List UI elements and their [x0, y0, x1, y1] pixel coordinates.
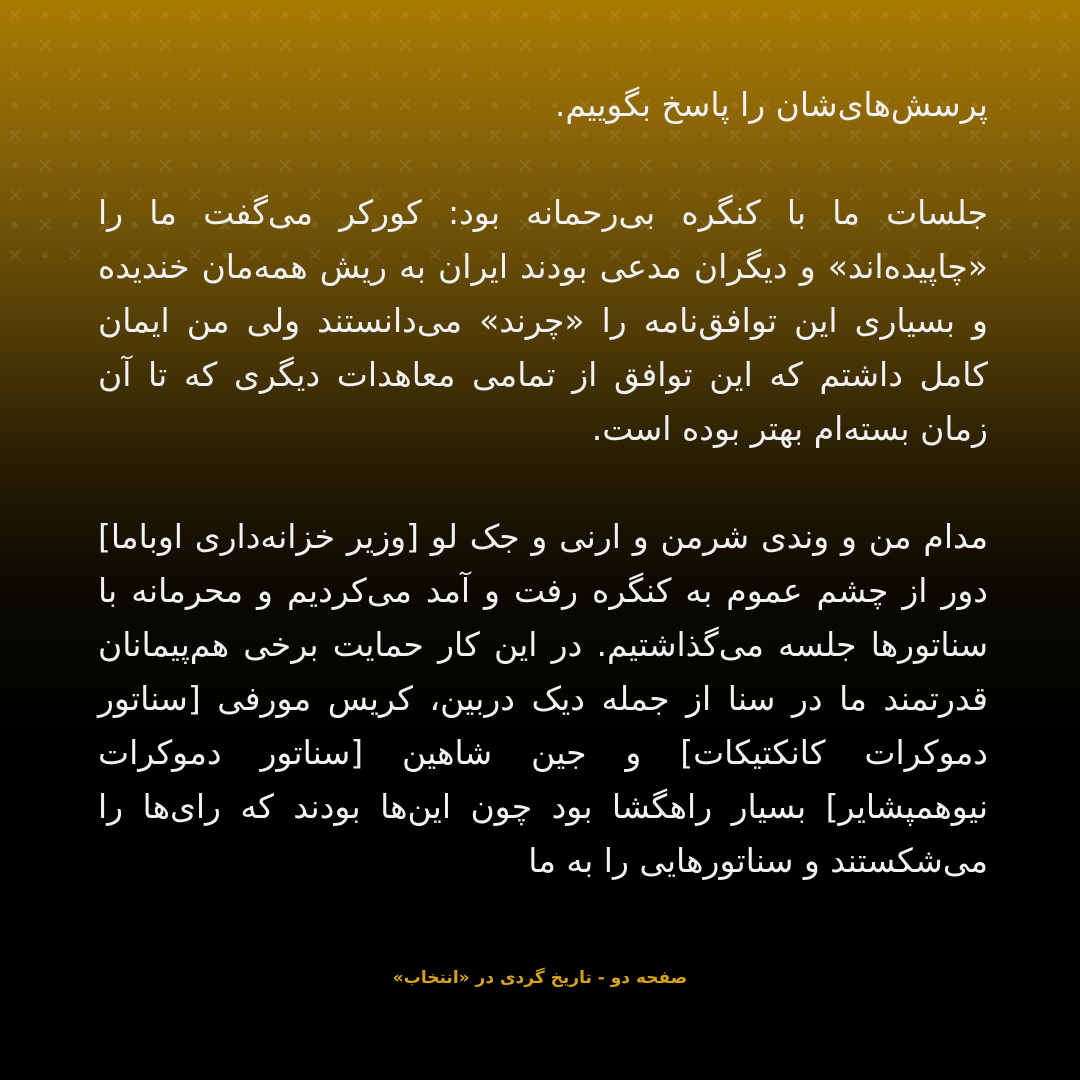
paragraph-1: پرسش‌های‌شان را پاسخ بگوییم.: [554, 85, 988, 124]
article-text: [98, 78, 988, 888]
page-footer: صفحه دو - تاریخ گردی در «انتخاب»: [392, 968, 688, 988]
paragraph-2: جلسات ما با کنگره بی‌رحمانه بود: کورکر می‌گفت ما را «چاپیده‌اند» و دیگران مدعی بودند ایران به ریش همه‌مان خندیده و بسیاری این توافق‌نامه را «چرند» می‌دانستند ولی من ایمان کامل داشتم که این توافق از تمامی معاهدات دیگری که تا آن زمان بسته‌ام بهتر بوده است.: [98, 193, 988, 448]
paragraph-3: مدام من و وندی شرمن و ارنی و جک لو [وزیر خزانه‌داری اوباما] دور از چشم عموم به کنگره رفت و آمد می‌کردیم و محرمانه با سناتورها جلسه می‌گذاشتیم. در این کار حمایت برخی هم‌پیمانان قدرتمند ما در سنا از جمله دیک دربین، کریس مورفی [سناتور دموکرات کانکتیکات] و جین شاهین [سناتور دموکرات نیوهمپشایر] بسیار راهگشا بود چون این‌ها بودند که رای‌ها را می‌شکستند و سناتورهایی را به ما: [98, 517, 988, 880]
